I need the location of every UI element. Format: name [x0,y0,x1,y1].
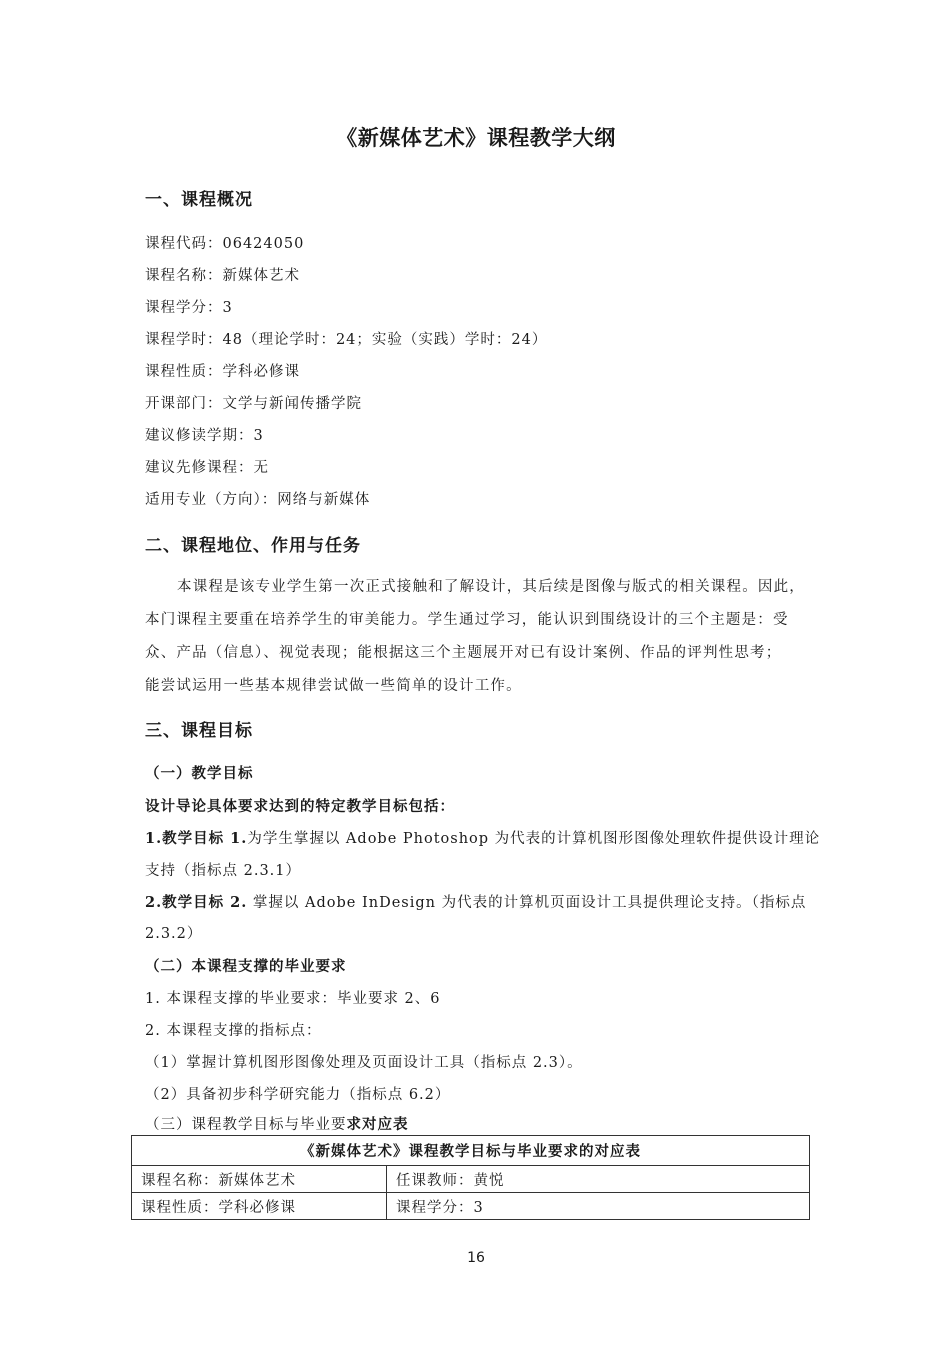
info-semester: 建议修读学期：3 [145,428,264,444]
subheading-mapping-table [145,1113,409,1134]
section-heading-role: 二、课程地位、作用与任务 [145,536,361,556]
goal-2-continued: 2.3.2） [145,926,203,942]
info-major: 适用专业（方向）：网络与新媒体 [145,492,371,508]
requirement-1: 1. 本课程支撑的毕业要求：毕业要求 2、6 [145,991,441,1007]
goal-2-label: 2.教学目标 2. [145,894,248,911]
goal-2-text: 掌握以 Adobe InDesign 为代表的计算机页面设计工具提供理论支持。（指标点 [247,895,807,911]
table-cell: 课程名称：新媒体艺术 [132,1166,387,1193]
subheading-teaching-goals: （一）教学目标 [145,765,254,782]
role-line-4: 能尝试运用一些基本规律尝试做一些简单的设计工作。 [145,678,522,694]
role-paragraph [145,571,827,703]
section-heading-goals: 三、课程目标 [145,721,253,741]
role-line-1: 本课程是该专业学生第一次正式接触和了解设计，其后续是图像与版式的相关课程。因此， [177,579,805,595]
info-department: 开课部门：文学与新闻传播学院 [145,396,362,412]
subheading-graduation-requirements: （二）本课程支撑的毕业要求 [145,958,347,975]
info-course-credit: 课程学分：3 [145,300,233,316]
goal-2 [145,891,806,912]
indicator-point-2: （2）具备初步科学研究能力（指标点 6.2） [145,1087,451,1103]
table-cell: 课程学分：3 [387,1193,810,1220]
mapping-table-heading-normal: （三）课程教学目标与毕业要 [145,1117,347,1133]
indicator-point-1: （1）掌握计算机图形图像处理及页面设计工具（指标点 2.3）。 [145,1055,583,1071]
table-row [132,1136,810,1166]
info-course-name: 课程名称：新媒体艺术 [145,268,300,284]
goal-1-label: 1.教学目标 1. [145,830,248,847]
goals-intro: 设计导论具体要求达到的特定教学目标包括： [145,798,455,815]
section-heading-overview: 一、课程概况 [145,190,253,210]
table-cell: 任课教师：黄悦 [387,1166,810,1193]
goal-1 [145,827,820,848]
table-cell: 课程性质：学科必修课 [132,1193,387,1220]
info-prerequisite: 建议先修课程：无 [145,460,269,476]
requirement-2: 2. 本课程支撑的指标点： [145,1023,322,1039]
table-row [132,1166,810,1193]
table-caption: 《新媒体艺术》课程教学目标与毕业要求的对应表 [132,1136,810,1166]
goal-1-continued: 支持（指标点 2.3.1） [145,863,302,879]
page-title: 《新媒体艺术》课程教学大纲 [336,125,616,150]
goal-1-text: 为学生掌握以 Adobe Photoshop 为代表的计算机图形图像处理软件提供设计理论 [247,831,821,847]
mapping-table-heading-bold: 求对应表 [346,1116,409,1133]
role-line-3: 众、产品（信息）、视觉表现；能根据这三个主题展开对已有设计案例、作品的评判性思考； [145,645,782,661]
table-row [132,1193,810,1220]
info-course-hours: 课程学时：48（理论学时：24；实验（实践）学时：24） [145,332,548,348]
mapping-table [131,1135,810,1220]
info-course-nature: 课程性质：学科必修课 [145,364,300,380]
info-course-code: 课程代码：06424050 [145,236,305,252]
page-number: 16 [467,1250,485,1266]
role-line-2: 本门课程主要重在培养学生的审美能力。学生通过学习，能认识到围绕设计的三个主题是：受 [145,612,789,628]
